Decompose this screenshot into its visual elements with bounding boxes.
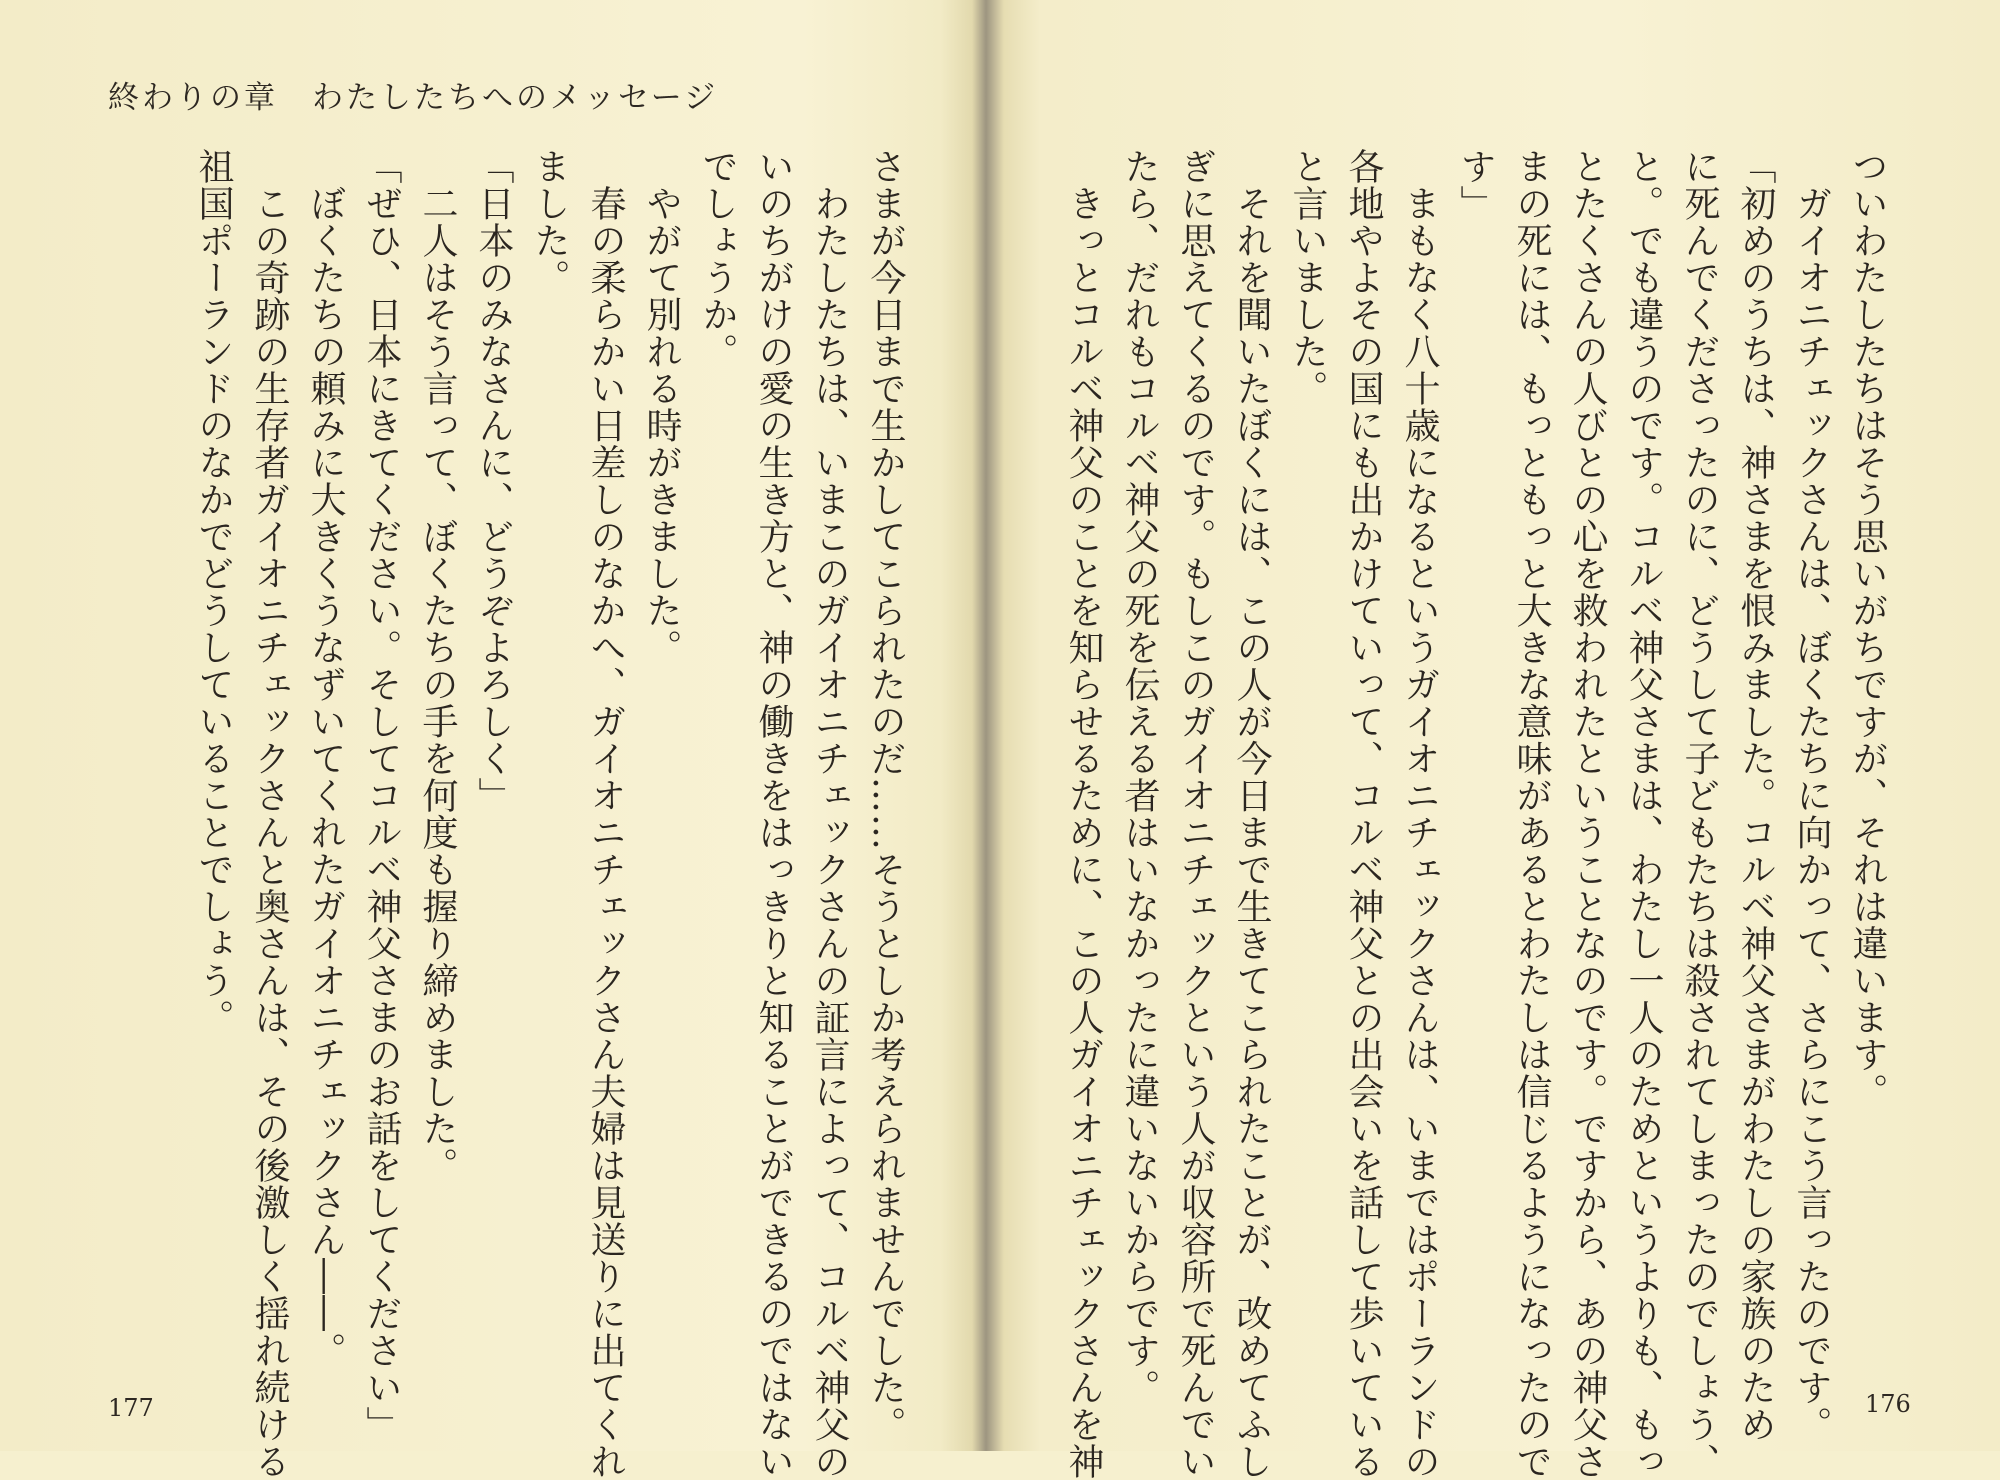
- text-line: 各地やよその国にも出かけていって、コルベ神父との出会いを話して歩いている: [1343, 148, 1384, 1480]
- text-line: それを聞いたぼくには、この人が今日まで生きてこられたことが、改めてふし: [1231, 148, 1272, 1480]
- text-line: この奇跡の生存者ガイオニチェックさんと奥さんは、その後激しく揺れ続ける: [249, 148, 290, 1480]
- text-line: ついわたしたちはそう思いがちですが、それは違います。: [1847, 148, 1888, 1110]
- running-head: 終わりの章 わたしたちへのメッセージ: [108, 80, 719, 116]
- text-line: に死んでくださったのに、どうして子どもたちは殺されてしまったのでしょう、: [1679, 148, 1720, 1480]
- text-line: ぎに思えてくるのです。もしこのガイオニチェックという人が収容所で死んでい: [1175, 148, 1216, 1480]
- text-line: ました。: [529, 148, 570, 296]
- right-page: [1000, 0, 2000, 1480]
- text-line: いのちがけの愛の生き方と、神の働きをはっきりと知ることができるのではない: [753, 148, 794, 1480]
- text-line: ぼくたちの頼みに大きくうなずいてくれたガイオニチェックさん――。: [305, 148, 346, 1369]
- text-line: 「ぜひ、日本にきてください。そしてコルベ神父さまのお話をしてください」: [361, 148, 402, 1443]
- left-page-body: [193, 148, 913, 1480]
- page-number: 177: [108, 1394, 154, 1422]
- text-line: やがて別れる時がきました。: [641, 148, 682, 666]
- text-line: でしょうか。: [697, 148, 738, 370]
- text-line: 二人はそう言って、ぼくたちの手を何度も握り締めました。: [417, 148, 458, 1184]
- text-line: わたしたちは、いまこのガイオニチェックさんの証言によって、コルベ神父の: [809, 148, 850, 1480]
- text-line: ガイオニチェックさんは、ぼくたちに向かって、さらにこう言ったのです。: [1791, 148, 1832, 1443]
- text-line: と言いました。: [1287, 148, 1328, 407]
- left-page: [0, 0, 985, 1480]
- text-line: とたくさんの人びとの心を救われたということなのです。ですから、あの神父さ: [1567, 148, 1608, 1480]
- text-line: す」: [1455, 148, 1496, 222]
- text-line: まもなく八十歳になるというガイオニチェックさんは、いまではポーランドの: [1399, 148, 1440, 1480]
- text-line: 「初めのうちは、神さまを恨みました。コルベ神父さまがわたしの家族のため: [1735, 148, 1776, 1443]
- text-line: と。でも違うのです。コルベ神父さまは、わたし一人のためというよりも、もっ: [1623, 148, 1664, 1480]
- text-line: たら、だれもコルベ神父の死を伝える者はいなかったに違いないからです。: [1119, 148, 1160, 1406]
- page-number: 176: [1865, 1390, 1911, 1418]
- text-line: まの死には、もっともっと大きな意味があるとわたしは信じるようになったので: [1511, 148, 1552, 1480]
- text-line: きっとコルベ神父のことを知らせるために、この人ガイオニチェックさんを神: [1063, 148, 1104, 1480]
- text-line: 祖国ポーランドのなかでどうしていることでしょう。: [193, 148, 234, 1036]
- text-line: 「日本のみなさんに、どうぞよろしく」: [473, 148, 514, 814]
- text-line: さまが今日まで生かしてこられたのだ……そうとしか考えられませんでした。: [865, 148, 906, 1443]
- text-line: 春の柔らかい日差しのなかへ、ガイオニチェックさん夫婦は見送りに出てくれ: [585, 148, 626, 1480]
